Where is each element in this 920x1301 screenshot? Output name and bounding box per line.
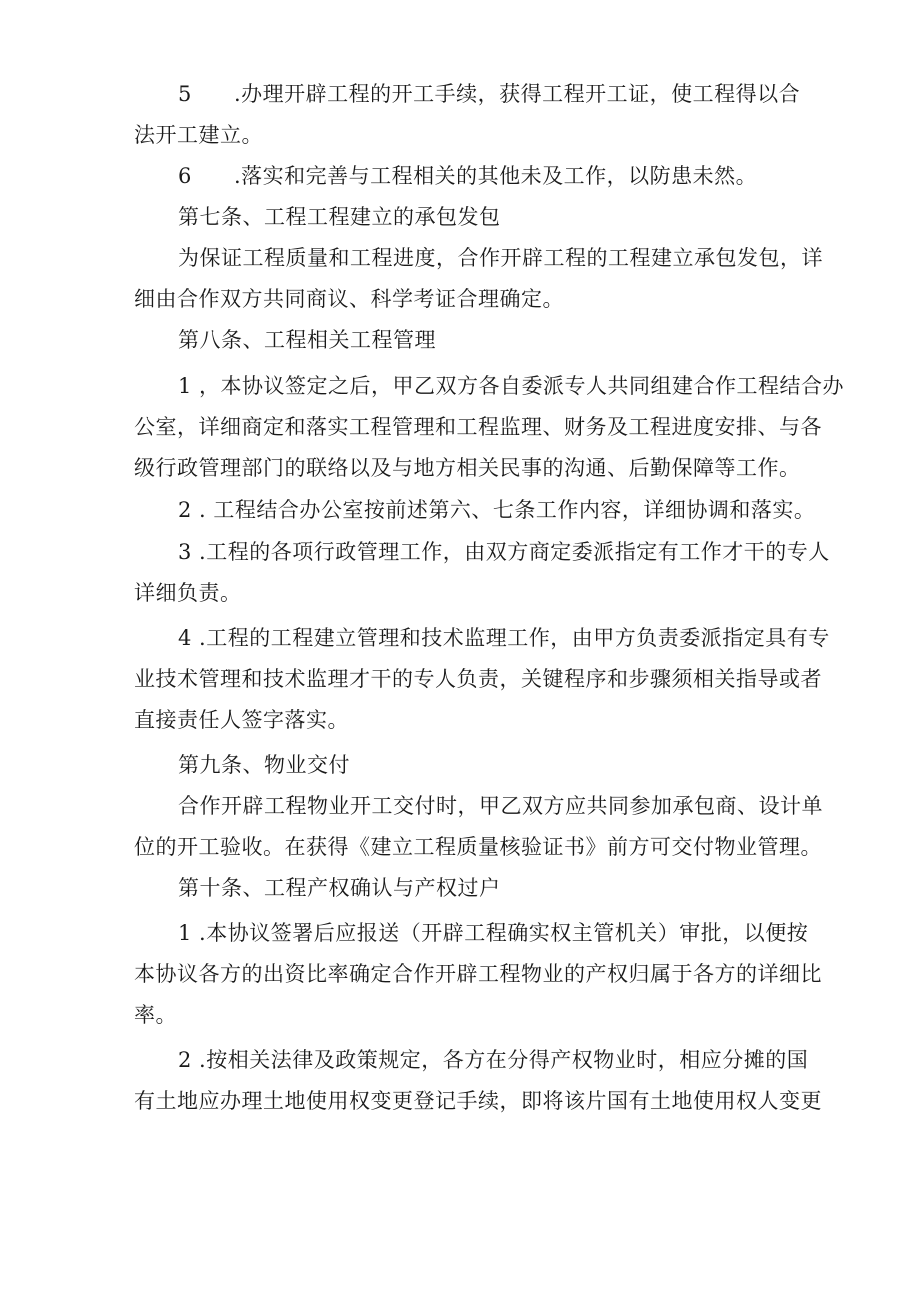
item-number: 6 <box>178 164 192 188</box>
item-number: 5 <box>178 82 192 106</box>
article-8-item-4 <box>134 618 830 741</box>
article-10-heading: 第十条、工程产权确认与产权过户 <box>178 876 501 900</box>
paragraph-line: 法开工建立。 <box>134 123 263 147</box>
paragraph-line: 直接责任人签字落实。 <box>134 708 349 732</box>
paragraph-line: 3 .工程的各项行政管理工作，由双方商定委派指定有工作才干的专人 <box>178 540 830 564</box>
article-8-item-3 <box>134 532 830 614</box>
paragraph-line: 4 .工程的工程建立管理和技术监理工作，由甲方负责委派指定具有专 <box>178 626 830 650</box>
paragraph-line: .落实和完善与工程相关的其他未及工作，以防患未然。 <box>234 164 758 188</box>
paragraph-line: 本协议各方的出资比率确定合作开辟工程物业的产权归属于各方的详细比 <box>134 962 822 986</box>
paragraph-line: 位的开工验收。在获得《建立工程质量核验证书》前方可交付物业管理。 <box>134 835 822 859</box>
paragraph-line: 2 .按相关法律及政策规定，各方在分得产权物业时，相应分摊的国 <box>178 1048 809 1072</box>
paragraph-line: 合作开辟工程物业开工交付时，甲乙双方应共同参加承包商、设计单 <box>178 794 823 818</box>
paragraph-line: 率。 <box>134 1003 177 1027</box>
article-8-item-1 <box>134 366 845 489</box>
article-7-heading: 第七条、工程工程建立的承包发包 <box>178 205 501 229</box>
paragraph-line: 细由合作双方共同商议、科学考证合理确定。 <box>134 287 564 311</box>
article-10-item-2 <box>134 1040 822 1122</box>
paragraph-line: 级行政管理部门的联络以及与地方相关民事的沟通、后勤保障等工作。 <box>134 456 801 480</box>
paragraph-line: 1 .本协议签署后应报送（开辟工程确实权主管机关）审批，以便按 <box>178 921 809 945</box>
article-7-paragraph <box>134 238 823 320</box>
article-8-item-2 <box>134 490 816 531</box>
paragraph-line: .办理开辟工程的开工手续，获得工程开工证，使工程得以合 <box>234 82 801 106</box>
paragraph-line: 业技术管理和技术监理才干的专人负责，关键程序和步骤须相关指导或者 <box>134 667 822 691</box>
paragraph-line: 2 . 工程结合办公室按前述第六、七条工作内容，详细协调和落实。 <box>178 498 816 522</box>
article-9-heading: 第九条、物业交付 <box>178 753 350 777</box>
paragraph-line: 公室，详细商定和落实工程管理和工程监理、财务及工程进度安排、与各 <box>134 415 822 439</box>
paragraph-line: 1 ，本协议签定之后，甲乙双方各自委派专人共同组建合作工程结合办 <box>178 374 845 398</box>
paragraph-line: 详细负责。 <box>134 581 242 605</box>
article-9-paragraph <box>134 786 823 868</box>
article-8-heading: 第八条、工程相关工程管理 <box>178 328 436 352</box>
paragraph-line: 为保证工程质量和工程进度，合作开辟工程的工程建立承包发包，详 <box>178 246 823 270</box>
item-6-paragraph <box>134 156 794 197</box>
item-5-paragraph <box>134 74 801 156</box>
paragraph-line: 有土地应办理土地使用权变更登记手续，即将该片国有土地使用权人变更 <box>134 1089 822 1113</box>
article-10-item-1 <box>134 913 822 1036</box>
